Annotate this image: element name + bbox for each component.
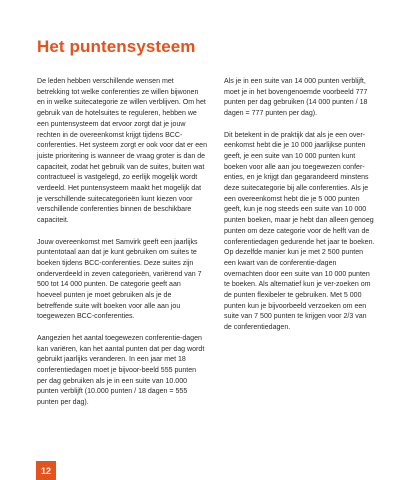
right-column xyxy=(224,77,376,345)
paragraph: De leden hebben verschillende wensen met betrekking tot welke conferenties ze willen bijwonen en in welke suitecategorie ze willen verblijven. Om het gebruik van de hotelsuites te reguleren, hebben we een puntensysteem dat ervoor zorgt dat je jouw rechten in de overeenkomst krijgt tijdens BCC-conferenties. Het systeem zorgt er ook voor dat er een juiste prioritering is wanneer de vraag groter is dan de capaciteit, zodat het gebruik van de suites, buiten wat contractueel is vastgelegd, zo eerlijk mogelijk wordt verdeeld. Het puntensysteem maakt het mogelijk dat je verschillende suitecategorieën kunt kiezen voor verschillende conferenties binnen de beschikbare capaciteit. xyxy=(37,78,207,225)
paragraph: Dit betekent in de praktijk dat als je een over-eenkomst hebt die je 10 000 jaarlijkse punten geeft, je een suite van 10 000 punten kunt boeken voor alle aan jou toegewezen confer-enties, en je krijgt dan gegarandeerd minstens deze suitecategorie bij alle conferenties. Als je een overeenkomst hebt die je 5 000 punten geeft, kun je nog steeds een suite van 10 000 punten boeken, maar je hebt dan alleen genoeg punten om deze categorie voor de helft van de conferentiedagen gedurende het jaar te boeken. Op dezelfde manier kun je met 2 500 punten een kwart van de conferentie-dagen overnachten door een suite van 10 000 punten te boeken. Als alternatief kun je ver-zoeken om de punten flexibeler te gebruiken. Met 5 000 punten kun je bijvoorbeeld verzoeken om een suite van 7 500 punten te krijgen voor 2/3 van de conferentiedagen. xyxy=(224,131,375,332)
paragraph: Jouw overeenkomst met Samvirk geeft een jaarlijks puntentotaal aan dat je kunt gebruiken om suites te boeken tijdens BCC-conferenties. Deze suites zijn onderverdeeld in zeven categorieën, variërend van 7 500 tot 14 000 punten. De categorie geeft aan hoeveel punten je moet gebruiken als je de betreffende suite wilt boeken voor alle aan jou toegewezen BCC-conferenties. xyxy=(37,238,202,321)
page-title: Het puntensysteem xyxy=(37,37,196,56)
paragraph: Aangezien het aantal toegewezen conferentie-dagen kan variëren, kan het aantal punten dat per dag wordt gebruikt jaarlijks veranderen. In een jaar met 18 conferentiedagen moet je bijvoor-beeld 555 punten per dag gebruiken als je in een suite van 10.000 punten verblijft (10.000 punten / 18 dagen = 555 punten per dag). xyxy=(37,334,205,407)
page-number-badge xyxy=(36,461,56,480)
left-column xyxy=(37,77,207,419)
paragraph: Als je in een suite van 14 000 punten verblijft, moet je in het bovengenoemde voorbeeld 777 punten per dag gebruiken (14 000 punten / 18 dagen = 777 punten per dag). xyxy=(224,78,368,118)
page-number: 12 xyxy=(40,465,51,476)
